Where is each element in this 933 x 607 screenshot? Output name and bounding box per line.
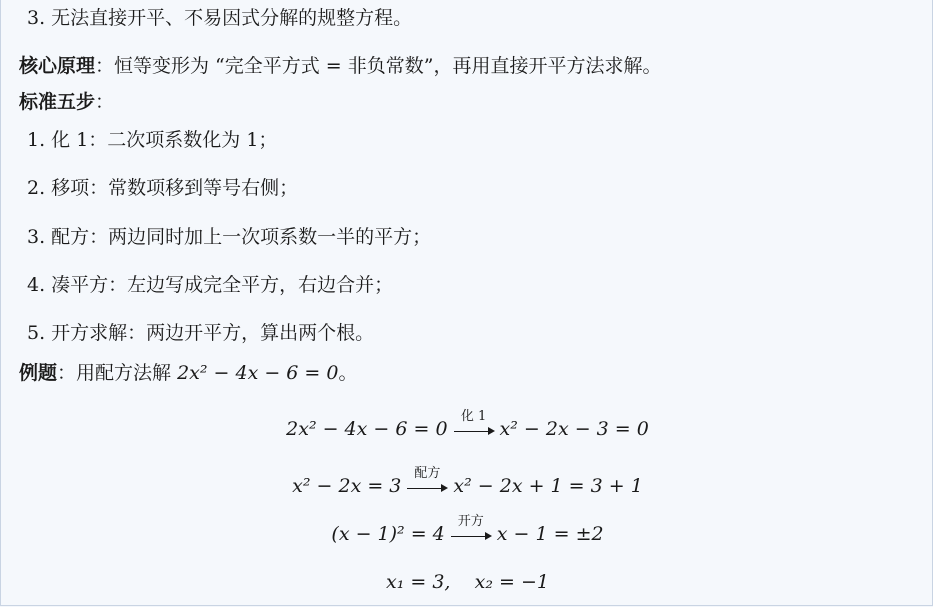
example-label: 例题 <box>19 362 58 384</box>
derivation-3-right: x − 1 = ±2 <box>496 523 604 545</box>
step-item: 4. 凑平方：左边写成完全平方，右边合并； <box>27 274 394 296</box>
derivation-3-left: (x − 1)² = 4 <box>331 523 445 545</box>
root-1: x₁ = 3, <box>386 571 451 593</box>
steps-title-colon: ： <box>95 91 115 113</box>
derivation-1-right: x² − 2x − 3 = 0 <box>499 418 649 440</box>
root-2: x₂ = −1 <box>474 571 549 593</box>
example-equation: 2x² − 4x − 6 = 0 <box>177 362 339 384</box>
step-item: 2. 移项：常数项移到等号右侧； <box>27 177 299 199</box>
step-item: 1. 化 1：二次项系数化为 1； <box>27 129 278 151</box>
transform-arrow <box>452 409 496 440</box>
steps-title-label: 标准五步 <box>19 91 96 113</box>
principle-label: 核心原理 <box>19 55 96 77</box>
example-line <box>19 361 357 385</box>
derivation-line-4 <box>1 569 933 595</box>
derivation-2-right: x² − 2x + 1 = 3 + 1 <box>453 475 643 497</box>
derivation-line-3 <box>1 514 933 547</box>
example-end: 。 <box>338 362 358 384</box>
steps-title <box>19 90 114 114</box>
derivation-line-1 <box>1 409 933 442</box>
derivation-2-left: x² − 2x = 3 <box>292 475 402 497</box>
example-text: ：用配方法解 <box>57 362 178 384</box>
step-item: 3. 配方：两边同时加上一次项系数一半的平方； <box>27 226 432 248</box>
transform-arrow <box>449 514 493 545</box>
arrow-label: 配方 <box>414 466 441 481</box>
arrow-label: 化 1 <box>460 409 487 424</box>
derivation-1-left: 2x² − 4x − 6 = 0 <box>286 418 448 440</box>
arrow-label: 开方 <box>457 514 484 529</box>
transform-arrow <box>405 466 449 497</box>
principle-text: ：恒等变形为 “完全平方式 = 非负常数”，再用直接开平方法求解。 <box>95 55 662 77</box>
intro-line: 3. 无法直接开平、不易因式分解的规整方程。 <box>27 7 413 29</box>
principle-line <box>19 54 661 78</box>
derivation-line-2 <box>1 466 933 499</box>
step-item: 5. 开方求解：两边开平方，算出两个根。 <box>27 322 375 344</box>
